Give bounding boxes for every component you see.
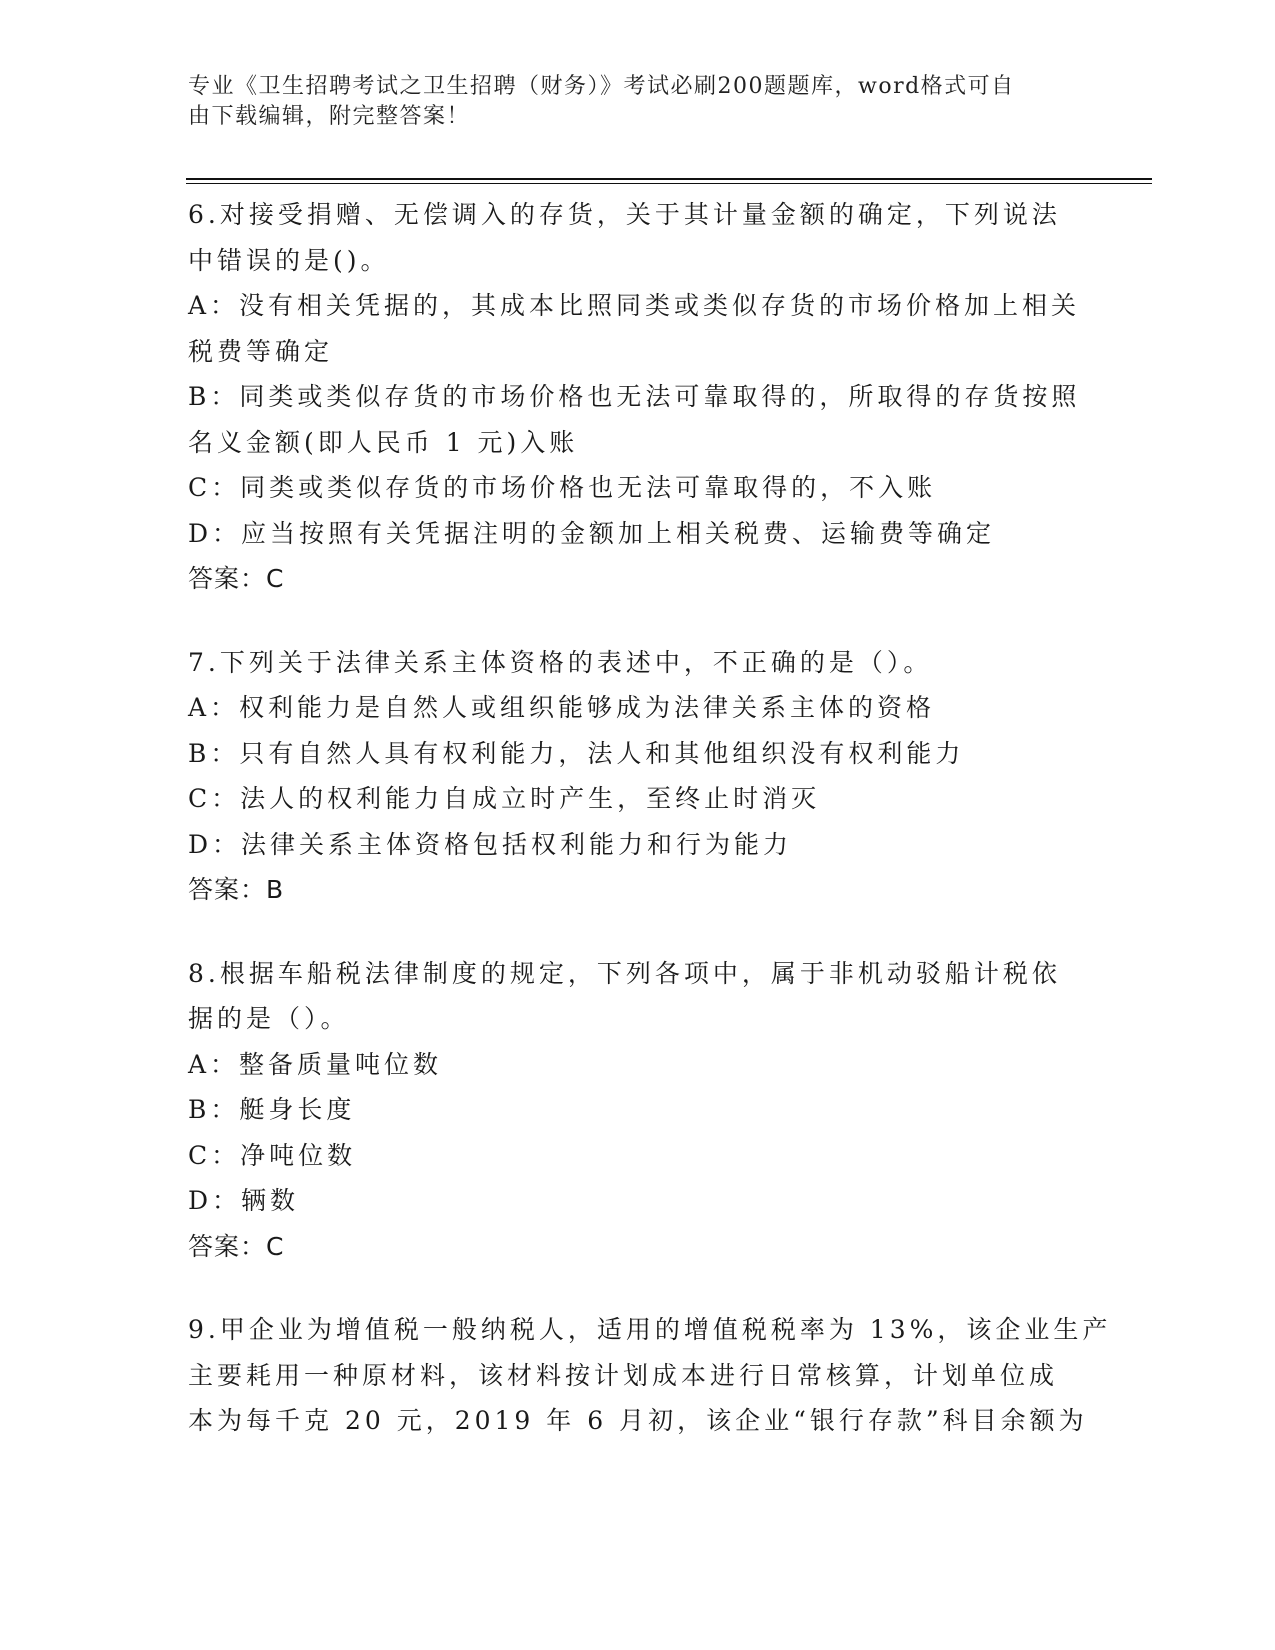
option-b-line: 名义金额(即人民币 1 元)入账: [188, 427, 579, 457]
option-d-line: D：应当按照有关凭据注明的金额加上相关税费、运输费等确定: [188, 518, 996, 548]
question-7: [188, 640, 1088, 913]
question-stem-line: 主要耗用一种原材料，该材料按计划成本进行日常核算，计划单位成: [188, 1360, 1059, 1390]
option-a-line: A：权利能力是自然人或组织能够成为法律关系主体的资格: [188, 693, 936, 722]
question-9: [188, 1307, 1112, 1444]
option-a-line: A：整备质量吨位数: [188, 1049, 443, 1079]
option-c-line: C：同类或类似存货的市场价格也无法可靠取得的，不入账: [188, 473, 937, 502]
option-b-line: B：艇身长度: [188, 1095, 356, 1124]
question-stem-line: 7.下列关于法律关系主体资格的表述中，不正确的是（）。: [188, 647, 933, 677]
question-8: [188, 951, 1088, 1270]
question-stem-line: 据的是（）。: [188, 1004, 350, 1033]
question-stem-line: 8.根据车船税法律制度的规定，下列各项中，属于非机动驳船计税依: [188, 958, 1061, 988]
answer-line: 答案：C: [188, 1231, 285, 1261]
option-b-line: B：同类或类似存货的市场价格也无法可靠取得的，所取得的存货按照: [188, 382, 1081, 411]
question-stem-line: 中错误的是()。: [188, 245, 390, 275]
option-d-line: D：辆数: [188, 1186, 300, 1215]
question-stem-line: 本为每千克 20 元，2019 年 6 月初，该企业“银行存款”科目余额为: [188, 1406, 1088, 1435]
option-a-line: 税费等确定: [188, 336, 334, 366]
option-c-line: C：净吨位数: [188, 1140, 357, 1170]
option-b-line: B：只有自然人具有权利能力，法人和其他组织没有权利能力: [188, 738, 965, 768]
header-divider-thick: [186, 178, 1152, 180]
header-line-1: 专业《卫生招聘考试之卫生招聘（财务）》考试必刷200题题库，word格式可自: [188, 74, 1015, 99]
question-stem-line: 9.甲企业为增值税一般纳税人，适用的增值税税率为 13%，该企业生产: [188, 1315, 1112, 1344]
answer-line: 答案：C: [188, 564, 285, 593]
question-6: [188, 192, 1088, 602]
option-d-line: D：法律关系主体资格包括权利能力和行为能力: [188, 829, 793, 859]
option-c-line: C：法人的权利能力自成立时产生，至终止时消灭: [188, 784, 821, 813]
question-stem-line: 6.对接受捐赠、无偿调入的存货，关于其计量金额的确定，下列说法: [188, 200, 1061, 229]
document-header: [188, 72, 1068, 132]
question-list: [188, 192, 1112, 1482]
header-divider-thin: [186, 183, 1152, 184]
option-a-line: A：没有相关凭据的，其成本比照同类或类似存货的市场价格加上相关: [188, 291, 1081, 320]
answer-line: 答案：B: [188, 875, 285, 904]
header-line-2: 由下载编辑，附完整答案！: [188, 104, 471, 129]
